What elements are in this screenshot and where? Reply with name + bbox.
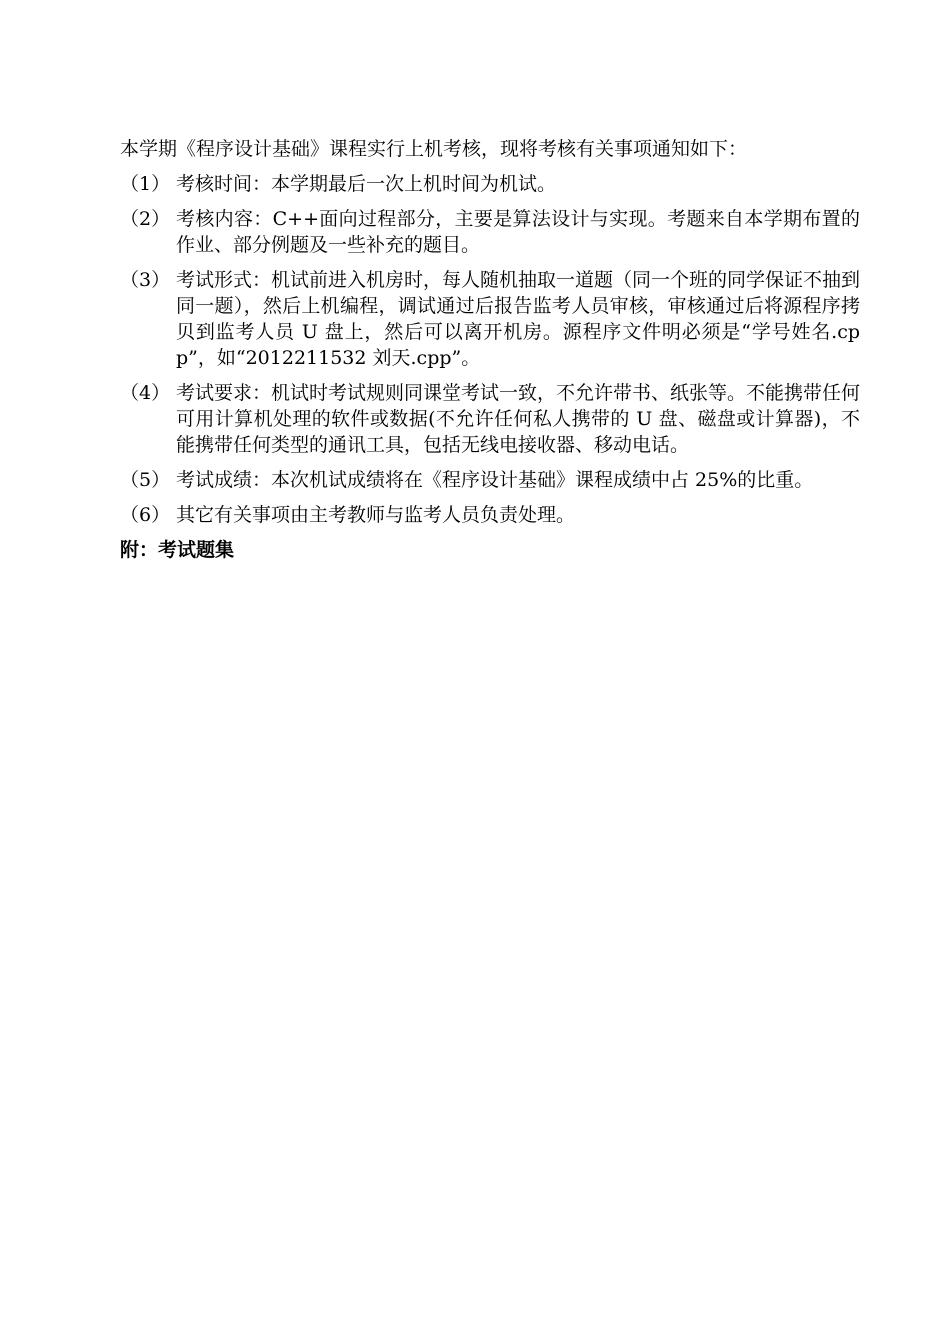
list-item-other xyxy=(120,502,860,528)
document-page xyxy=(120,136,860,563)
list-item-number: （4） xyxy=(120,382,171,404)
list-item-format xyxy=(120,267,860,371)
list-item-number: （3） xyxy=(120,269,171,291)
list-item-text: 考核内容：C++面向过程部分，主要是算法设计与实现。考题来自本学期布置的作业、部分例题及一些补充的题目。 xyxy=(176,208,860,256)
list-item-content xyxy=(120,206,860,258)
list-item-text: 考核时间：本学期最后一次上机时间为机试。 xyxy=(176,173,557,195)
appendix-heading: 附：考试题集 xyxy=(120,539,235,561)
list-item-text: 考试成绩：本次机试成绩将在《程序设计基础》课程成绩中占 25%的比重。 xyxy=(176,469,814,491)
list-item-number: （1） xyxy=(120,173,171,195)
list-item-number: （5） xyxy=(120,469,171,491)
list-item-number: （2） xyxy=(120,208,171,230)
intro-paragraph: 本学期《程序设计基础》课程实行上机考核，现将考核有关事项通知如下： xyxy=(120,138,748,160)
list-item-text: 考试要求：机试时考试规则同课堂考试一致，不允许带书、纸张等。不能携带任何可用计算机处理的软件或数据(不允许任何私人携带的 U 盘、磁盘或计算器)，不能携带任何类型的通讯工具，包括无线电接收器、移动电话。 xyxy=(176,382,861,456)
list-item-text: 其它有关事项由主考教师与监考人员负责处理。 xyxy=(176,504,576,526)
list-item-text: 考试形式：机试前进入机房时，每人随机抽取一道题（同一个班的同学保证不抽到同一题），然后上机编程，调试通过后报告监考人员审核，审核通过后将源程序拷贝到监考人员 U 盘上，然后可以离开机房。源程序文件明必须是“学号姓名.cpp”，如“2012211532 刘天.cpp”。 xyxy=(176,269,861,369)
list-item-requirements xyxy=(120,380,860,458)
list-item-number: （6） xyxy=(120,504,171,526)
list-item-grading xyxy=(120,467,860,493)
list-item-time xyxy=(120,171,860,197)
